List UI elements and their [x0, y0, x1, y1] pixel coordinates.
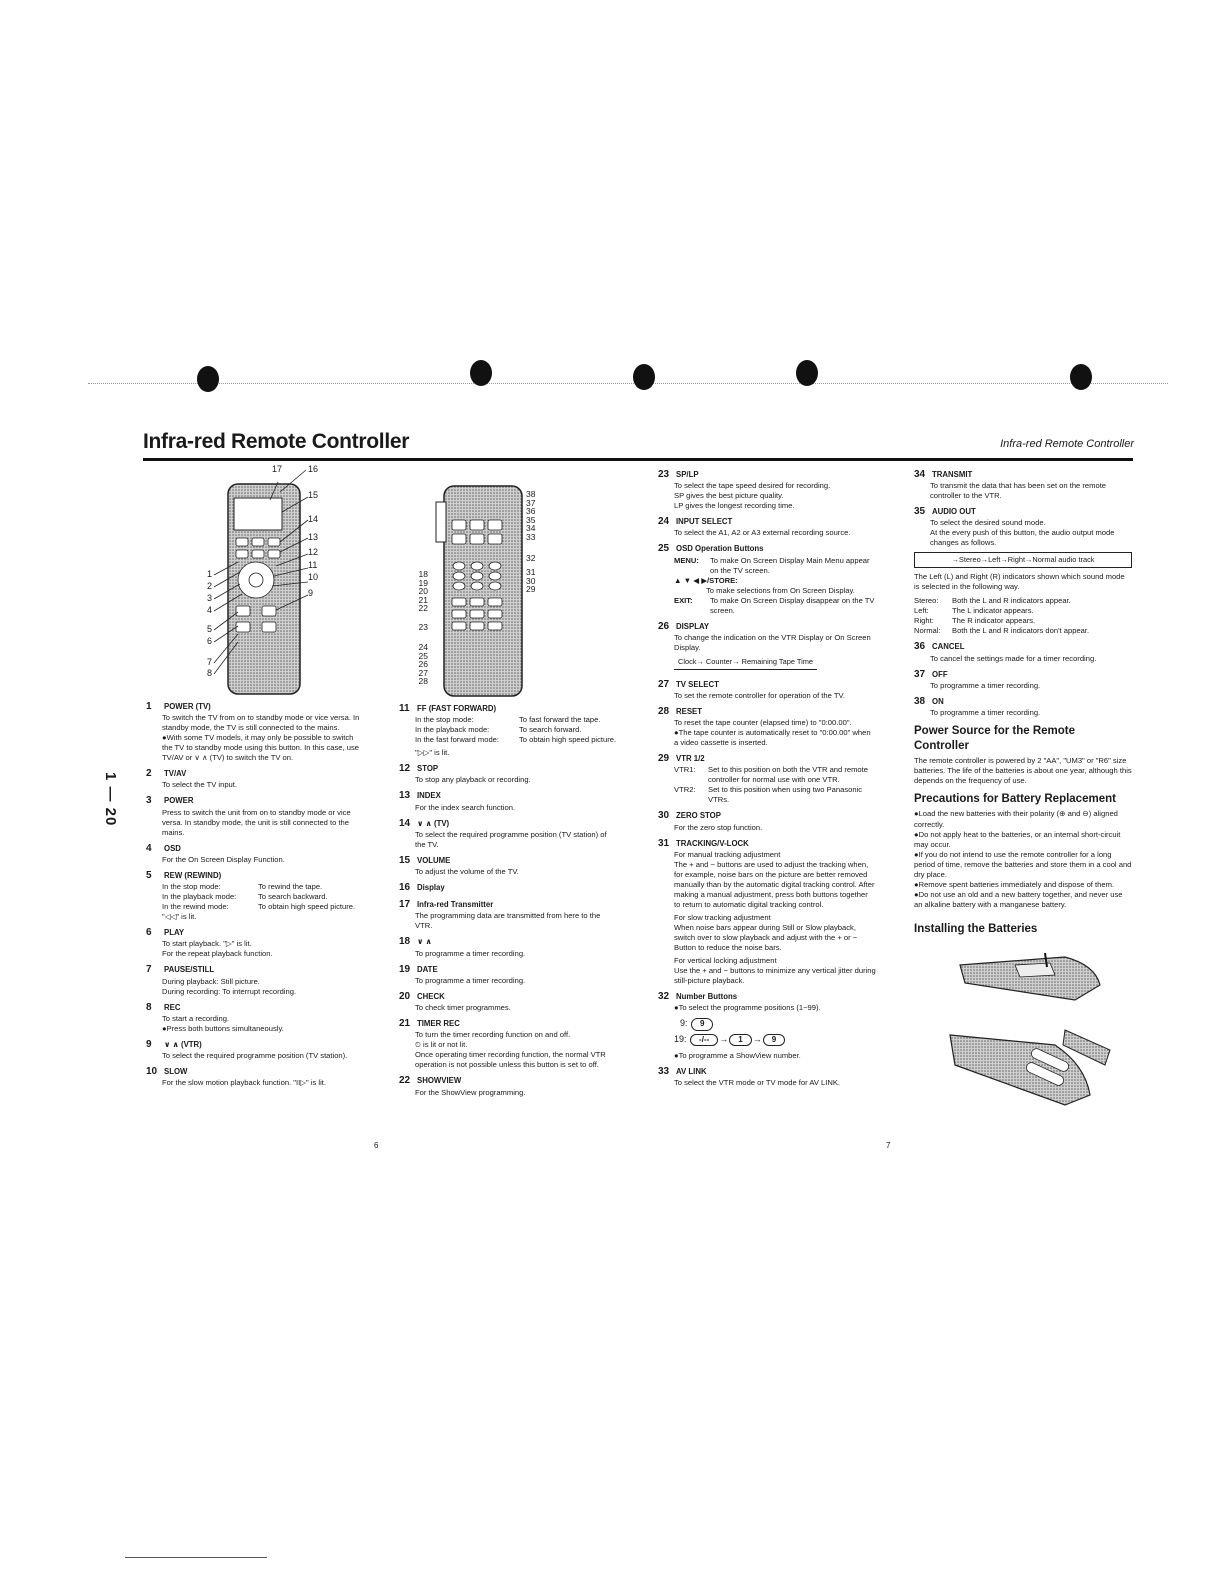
item-label: DATE [417, 964, 438, 974]
callout-label: 7 [206, 657, 212, 667]
table-cell: Left: [914, 606, 929, 616]
item-text: ●With some TV models, it may only be possible to switch the TV to standby mode using this button. In this case, use TV/AV or ∨ ∧ (TV) to switch the TV on. [162, 733, 359, 763]
item-label: TV SELECT [676, 679, 719, 689]
callout-label: 17 [272, 464, 283, 474]
item-text: SP gives the best picture quality. [674, 491, 784, 501]
item-16 [399, 881, 617, 894]
item-37 [914, 668, 1132, 691]
table-cell: To search backward. [258, 892, 328, 902]
callout-label: 26 [418, 659, 428, 669]
item-27 [658, 678, 876, 701]
precaution-item: ●Remove spent batteries immediately and dispose of them. [914, 879, 1115, 889]
item-7 [146, 963, 366, 996]
item-number: 7 [146, 964, 152, 976]
item-number: 5 [146, 869, 152, 881]
item-number: 13 [399, 790, 411, 802]
callout-label: 15 [308, 490, 319, 500]
item-23 [658, 468, 876, 511]
item-text: Use the + and − buttons to minimize any vertical jitter during still-picture playback. [674, 965, 876, 985]
item-text: To switch the TV from on to standby mode or vice versa. In standby mode, the TV is still connected to the mains. [162, 713, 360, 733]
item-text: Once operating timer recording function, the normal VTR operation is not possible unless this button is set to off. [415, 1050, 606, 1070]
item-35 [914, 505, 1132, 636]
item-number: 27 [658, 678, 670, 690]
item-label: TIMER REC [417, 1019, 460, 1029]
item-6 [146, 926, 366, 959]
item-number: 26 [658, 620, 670, 632]
callout-label: 25 [418, 650, 428, 661]
callout-label: 37 [526, 497, 536, 508]
item-31 [658, 837, 876, 986]
item-text: To transmit the data that has been set on the remote controller to the VTR. [930, 481, 1107, 501]
item-number: 21 [399, 1018, 411, 1030]
item-text: To select the required programme position (TV station) of the TV. [415, 829, 607, 849]
item-number: 28 [658, 705, 670, 717]
item-number: 22 [399, 1075, 411, 1087]
lcd-display [234, 498, 282, 530]
item-1 [146, 700, 366, 763]
callout-label: 36 [526, 506, 536, 517]
item-number: 24 [658, 516, 670, 528]
battery-cover-illustration [955, 945, 1105, 1010]
table-cell: VTR2: [674, 785, 696, 795]
item-label: ∨ ∧ (TV) [417, 818, 450, 828]
item-number: 12 [399, 763, 411, 775]
item-34 [914, 468, 1132, 501]
item-label: STOP [417, 764, 439, 774]
button-9-icon: 9 [763, 1034, 785, 1047]
item-text: For the ShowView programming. [415, 1087, 526, 1097]
item-text: To select the TV input. [162, 780, 237, 790]
page-title: Infra-red Remote Controller [143, 430, 410, 453]
callout-label: 18 [418, 569, 428, 579]
item-text: To set the remote controller for operation of the TV. [674, 690, 845, 700]
item-number: 4 [146, 842, 152, 854]
item-number: 25 [658, 543, 670, 555]
item-number: 9 [146, 1038, 152, 1050]
item-text: ●To select the programme positions (1~99). [674, 1003, 821, 1013]
callout-label: 20 [418, 586, 428, 596]
item-15 [399, 854, 617, 877]
item-number: 2 [146, 768, 152, 780]
item-3 [146, 794, 366, 837]
item-25 [658, 542, 876, 615]
item-text: For the index search function. [415, 802, 516, 812]
item-label: Display [417, 883, 445, 893]
item-subheading: For vertical locking adjustment [674, 955, 777, 965]
item-36 [914, 640, 1132, 663]
callout-label: 9 [308, 588, 314, 598]
table-cell: To make On Screen Display disappear on the TV screen. [710, 595, 875, 615]
item-label: POWER (TV) [164, 702, 211, 711]
table-cell: Set to this position on both the VTR and remote controller for normal use with one VTR. [708, 765, 868, 785]
number-example-1 [680, 1018, 876, 1031]
item-label: VOLUME [417, 855, 451, 865]
item-text: To select the tape speed desired for recording. [674, 481, 831, 491]
table-cell: To make On Screen Display Main Menu appear on the TV screen. [710, 555, 870, 575]
item-text: "◁◁" is lit. [162, 912, 197, 922]
item-text: "▷▷" is lit. [415, 748, 450, 758]
item-number: 14 [399, 817, 411, 829]
button-dash-icon: -/-- [690, 1034, 718, 1047]
item-text: At the every push of this button, the audio output mode changes as follows. [930, 528, 1115, 548]
item-label: AUDIO OUT [932, 507, 976, 517]
table-cell: Both the L and R indicators don't appear. [952, 626, 1090, 636]
registration-mark [633, 364, 655, 390]
item-text: To reset the tape counter (elapsed time) to "0:00.00". [674, 718, 852, 728]
table-cell: In the stop mode: [162, 882, 221, 892]
item-text: For manual tracking adjustment [674, 849, 781, 859]
registration-mark [197, 366, 219, 392]
item-13 [399, 789, 617, 812]
callout-label: 10 [308, 572, 319, 582]
item-text: ●To programme a ShowView number. [674, 1051, 801, 1061]
precautions-heading: Precautions for Battery Replacement [914, 793, 1116, 806]
item-number: 23 [658, 469, 670, 480]
registration-mark [1070, 364, 1092, 390]
item-label: ∨ ∧ (VTR) [164, 1039, 202, 1049]
registration-mark [796, 360, 818, 386]
callout-label: 19 [418, 577, 428, 588]
item-text: The programming data are transmitted from here to the VTR. [415, 911, 601, 931]
item-label: ZERO STOP [676, 811, 721, 821]
power-source-text: The remote controller is powered by 2 "AA", "UM3" or "R6" size batteries. The life of the batteries is about one year, although this depends on the frequency of use. [914, 756, 1132, 786]
item-text: The + and − buttons are used to adjust the tracking when, for example, noise bars on the picture are better removed manually than by the automatic digital tracking control. After making a manual adjustment, press both buttons together to return to automatic digital tracking control. [674, 859, 875, 909]
callout-label: 14 [308, 514, 319, 524]
example-label: 9: [680, 1018, 688, 1029]
item-subheading: For slow tracking adjustment [674, 912, 771, 922]
item-text: LP gives the longest recording time. [674, 501, 795, 511]
column-4 [914, 468, 1132, 939]
registration-line [88, 383, 1168, 384]
item-label: CANCEL [932, 642, 965, 652]
item-label: ON [932, 696, 944, 706]
item-14 [399, 817, 617, 850]
item-label: SP/LP [676, 470, 699, 479]
item-32 [658, 990, 876, 1061]
callout-label: 24 [418, 642, 428, 652]
item-text: ●Press both buttons simultaneously. [162, 1023, 284, 1033]
item-text: To stop any playback or recording. [415, 775, 531, 785]
page-title-right: Infra-red Remote Controller [1000, 438, 1134, 450]
table-cell: In the playback mode: [415, 725, 490, 735]
item-label: AV LINK [676, 1067, 707, 1077]
example-label: 19: [674, 1033, 687, 1044]
callout-label: 33 [526, 531, 536, 542]
item-text: ⏲ is lit or not lit. [415, 1040, 468, 1050]
item-text: During playback: Still picture. [162, 976, 260, 986]
item-text: ●The tape counter is automatically reset to "0:00.00" when a video cassette is inserted. [674, 728, 871, 748]
item-text: To programme a timer recording. [930, 680, 1041, 690]
item-text: To select the required programme position (TV station). [162, 1051, 348, 1060]
item-number: 16 [399, 882, 411, 894]
item-label: INPUT SELECT [676, 517, 733, 527]
item-29 [658, 752, 876, 805]
callout-label: 1 [206, 569, 212, 579]
item-text: To select the VTR mode or TV mode for AV LINK. [674, 1078, 841, 1088]
item-number: 31 [658, 837, 670, 849]
figure2-left-callouts [416, 570, 428, 686]
callout-label: 23 [418, 621, 428, 632]
item-number: 36 [914, 641, 926, 653]
remote-body [444, 486, 522, 696]
item-text: To select the desired sound mode. [930, 518, 1046, 528]
item-5 [146, 869, 366, 922]
button-1-icon: 1 [729, 1034, 751, 1047]
table-cell: EXIT: [674, 595, 693, 605]
table-cell: To obtain high speed picture. [519, 735, 617, 745]
callout-label: 31 [526, 567, 536, 578]
item-number: 17 [399, 899, 411, 911]
callout-label: 13 [308, 532, 319, 542]
item-label: PLAY [164, 928, 185, 938]
registration-mark [470, 360, 492, 386]
item-label: RESET [676, 706, 702, 716]
table-cell: To obtain high speed picture. [258, 902, 356, 912]
table-cell: MENU: [674, 555, 699, 565]
item-21 [399, 1017, 617, 1070]
column-3 [658, 468, 876, 1093]
item-text: To change the indication on the VTR Display or On Screen Display. [674, 632, 871, 652]
item-label: OSD Operation Buttons [676, 544, 764, 554]
item-number: 37 [914, 668, 926, 680]
precaution-item: ●Do not use an old and a new battery together, and never use an alkaline battery with a manganese battery. [914, 889, 1123, 909]
item-label: TRACKING/V-LOCK [676, 838, 749, 848]
number-example-2: 19: -/-- → 1 → 9 [674, 1034, 876, 1047]
item-text: To select the A1, A2 or A3 external recording source. [674, 528, 851, 538]
item-label: PAUSE/STILL [164, 965, 215, 975]
callout-label: 30 [526, 575, 536, 586]
item-text: For the On Screen Display Function. [162, 854, 285, 864]
precaution-item: ●Load the new batteries with their polarity (⊕ and ⊖) aligned correctly. [914, 809, 1118, 829]
callout-label: 4 [206, 605, 212, 615]
callout-label: 12 [308, 547, 319, 557]
page-number-right: 7 [886, 1141, 891, 1150]
item-number: 29 [658, 753, 670, 765]
item-label: TV/AV [164, 769, 187, 779]
item-text: To adjust the volume of the TV. [415, 867, 519, 877]
callout-label: 34 [526, 523, 536, 534]
display-flow: Clock→ Counter→ Remaining Tape Time [674, 657, 817, 670]
callout-label: 29 [526, 584, 536, 595]
precaution-item: ●Do not apply heat to the batteries, or an internal short-circuit may occur. [914, 829, 1121, 849]
item-label: INDEX [417, 791, 441, 801]
item-19 [399, 963, 617, 986]
table-cell: Normal: [914, 626, 941, 636]
item-label: ∨ ∧ [417, 937, 432, 947]
item-label: OFF [932, 669, 948, 679]
item-label: VTR 1/2 [676, 754, 705, 764]
callout-label: 27 [418, 667, 428, 678]
battery-compartment-illustration [945, 1025, 1115, 1110]
item-label: REC [164, 1002, 181, 1012]
item-number: 11 [399, 703, 410, 714]
item-number: 8 [146, 1001, 152, 1013]
table-cell: The R indicator appears. [952, 616, 1036, 626]
item-number: 18 [399, 936, 411, 948]
item-26 [658, 620, 876, 674]
callout-label: 5 [206, 624, 212, 634]
item-12 [399, 762, 617, 785]
item-number: 3 [146, 795, 152, 807]
item-8 [146, 1001, 366, 1034]
item-number: 19 [399, 963, 411, 975]
item-text: For the repeat playback function. [162, 949, 273, 959]
item-text: To programme a timer recording. [415, 948, 526, 958]
callout-label: 8 [206, 668, 212, 678]
item-label: Infra-red Transmitter [417, 900, 494, 910]
item-number: 10 [146, 1066, 158, 1078]
table-cell: In the playback mode: [162, 892, 237, 902]
figure1-left-callouts [200, 568, 212, 679]
item-text: To turn the timer recording function on and off. [415, 1030, 571, 1040]
item-text: Press to switch the unit from on to standby mode or vice versa. In standby mode, the unit is still connected to the mains. [162, 807, 351, 837]
item-number: 20 [399, 990, 411, 1002]
item-text: To programme a timer recording. [415, 975, 526, 985]
table-cell: In the stop mode: [415, 715, 474, 725]
item-text: For the slow motion playback function. "II▷" is lit. [162, 1078, 327, 1088]
callout-label: 11 [308, 560, 318, 570]
callout-label: 2 [206, 581, 212, 591]
side-page-number: 1 — 20 [102, 772, 119, 827]
item-24 [658, 515, 876, 538]
table-cell: VTR1: [674, 765, 696, 775]
table-cell: To search forward. [519, 725, 582, 735]
item-20 [399, 990, 617, 1013]
item-33 [658, 1065, 876, 1088]
item-text: To start a recording. [162, 1013, 230, 1023]
item-4 [146, 842, 366, 865]
item-label: POWER [164, 796, 194, 806]
table-cell: To rewind the tape. [258, 882, 323, 892]
audio-mode-flow: →Stereo→Left→Right→Normal audio track [914, 552, 1132, 568]
item-text: To programme a timer recording. [930, 707, 1041, 717]
table-cell: ▲ ▼ ◀ ▶/STORE: [674, 575, 738, 585]
item-label: Number Buttons [676, 991, 738, 1001]
item-label: DISPLAY [676, 621, 710, 631]
item-28 [658, 705, 876, 748]
item-text: The Left (L) and Right (R) indicators shown which sound mode is selected in the following way. [914, 572, 1125, 592]
item-9 [146, 1038, 366, 1061]
item-text: To check timer programmes. [415, 1003, 511, 1013]
item-number: 34 [914, 469, 926, 480]
callout-label: 3 [206, 593, 212, 603]
item-label: CHECK [417, 991, 445, 1001]
power-source-heading: Power Source for the Remote Controller [914, 724, 1076, 753]
item-label: OSD [164, 843, 181, 853]
table-cell: Both the L and R indicators appear. [952, 596, 1071, 606]
page-number-left: 6 [374, 1141, 379, 1150]
item-number: 6 [146, 927, 152, 939]
callout-label: 35 [526, 514, 536, 525]
item-number: 35 [914, 506, 926, 518]
precaution-item: ●If you do not intend to use the remote controller for a long period of time, remove the batteries and store them in a cool and dry place. [914, 849, 1132, 879]
table-cell: Stereo: [914, 596, 939, 606]
item-22 [399, 1074, 617, 1097]
item-label: FF (FAST FORWARD) [417, 704, 497, 713]
remote-flap [436, 502, 446, 542]
item-label: SLOW [164, 1067, 188, 1077]
item-label: REW (REWIND) [164, 870, 222, 880]
item-text: To start playback. "▷" is lit. [162, 939, 252, 949]
item-number: 38 [914, 695, 926, 707]
table-cell: To fast forward the tape. [519, 715, 601, 725]
callout-label: 22 [418, 603, 428, 613]
remote-open-illustration [430, 480, 540, 700]
installing-batteries-heading: Installing the Batteries [914, 922, 1038, 935]
item-11 [399, 702, 617, 758]
item-number: 1 [146, 701, 152, 712]
item-number: 30 [658, 810, 670, 822]
item-text: For the zero stop function. [674, 822, 763, 832]
table-cell: In the rewind mode: [162, 902, 229, 912]
callout-label: 16 [308, 464, 319, 474]
item-17 [399, 898, 617, 931]
item-number: 32 [658, 990, 670, 1002]
item-text: To cancel the settings made for a timer recording. [930, 653, 1097, 663]
bottom-link-line [125, 1557, 267, 1558]
item-label: SHOWVIEW [417, 1076, 462, 1086]
item-number: 33 [658, 1066, 670, 1078]
callout-label: 38 [526, 489, 536, 499]
item-text: During recording: To interrupt recording. [162, 986, 297, 996]
item-label: TRANSMIT [932, 470, 973, 479]
item-10 [146, 1065, 366, 1088]
table-cell: The L indicator appears. [952, 606, 1034, 616]
callout-label: 21 [418, 594, 428, 605]
figure2-right-callouts [526, 490, 535, 594]
item-number: 15 [399, 854, 411, 866]
item-30 [658, 809, 876, 832]
callout-label: 28 [418, 676, 428, 686]
callout-label: 6 [206, 636, 212, 646]
table-cell: In the fast forward mode: [415, 735, 499, 745]
column-2 [399, 702, 617, 1102]
item-text: When noise bars appear during Still or Slow playback, switch over to slow playback and adjust with the + or − Button to reduce the noise bars. [674, 922, 858, 952]
table-cell: To make selections from On Screen Display. [706, 585, 855, 595]
callout-label: 32 [526, 552, 536, 563]
button-9-icon: 9 [691, 1018, 713, 1031]
table-cell: Set to this position when using two Panasonic VTRs. [708, 785, 863, 805]
item-2 [146, 767, 366, 790]
column-1 [146, 700, 366, 1092]
item-18 [399, 935, 617, 958]
table-cell: Right: [914, 616, 934, 626]
item-38 [914, 695, 1132, 718]
title-rule [143, 458, 1133, 461]
